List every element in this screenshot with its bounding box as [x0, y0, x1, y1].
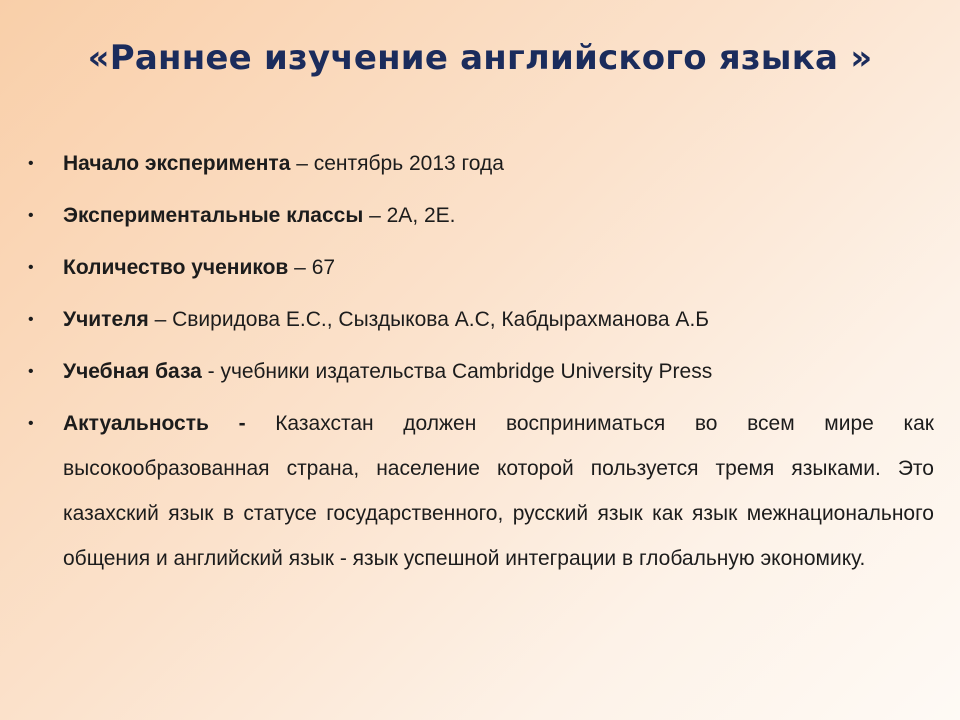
list-item-start	[28, 145, 934, 197]
item-label: Актуальность -	[63, 412, 246, 435]
bullet-icon: •	[28, 363, 34, 380]
list-item-textbooks	[28, 353, 934, 405]
item-text: - учебники издательства Cambridge University Press	[201, 360, 713, 383]
list-item-classes	[28, 197, 934, 249]
item-text: – сентябрь 2013 года	[290, 152, 504, 175]
list-item-students	[28, 249, 934, 301]
item-text: – 2А, 2Е.	[363, 204, 456, 227]
bullet-icon: •	[28, 207, 34, 224]
item-label: Экспериментальные классы	[63, 204, 364, 227]
list-item-relevance	[28, 401, 934, 581]
bullet-icon: •	[28, 155, 34, 172]
item-label: Учителя	[63, 308, 149, 331]
item-label: Количество учеников	[63, 256, 289, 279]
slide-title: «Раннее изучение английского языка »	[87, 38, 873, 78]
bullet-icon: •	[28, 311, 34, 328]
bullet-icon: •	[28, 415, 34, 432]
bullet-list	[28, 145, 934, 581]
item-text: – 67	[288, 256, 336, 279]
bullet-icon: •	[28, 259, 34, 276]
item-text: – Свиридова Е.С., Сыздыкова А.С, Кабдырахманова А.Б	[148, 308, 710, 331]
list-item-teachers	[28, 301, 934, 353]
item-label: Начало эксперимента	[63, 152, 291, 175]
item-label: Учебная база	[63, 360, 202, 383]
item-text: Казахстан должен восприниматься во всем мире как высокообразованная страна, население которой пользуется тремя языками. Это казахский язык в статусе государственного, русский язык как язык межнационального общения и английский язык - язык успешной интеграции в глобальную экономику.	[63, 412, 934, 570]
